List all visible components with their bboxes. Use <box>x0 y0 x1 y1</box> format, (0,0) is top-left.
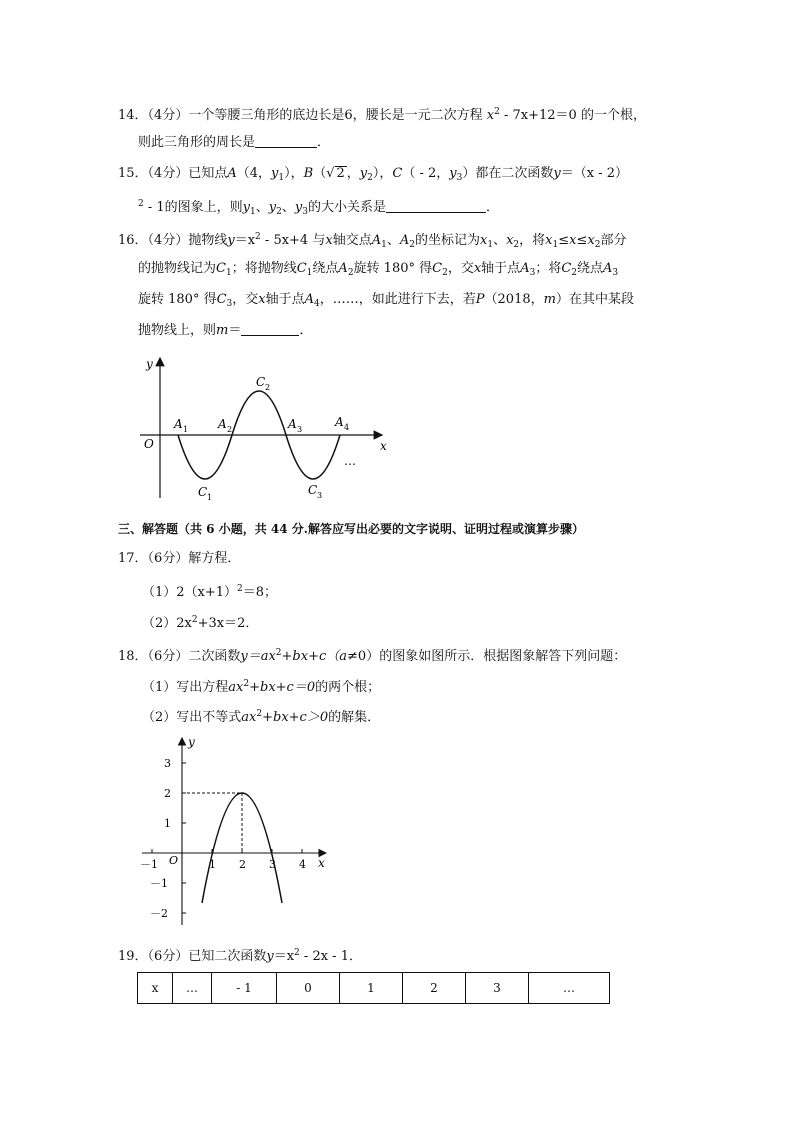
q14-eq-sup: 2 <box>494 107 500 117</box>
q16-l2-b: ；将抛物线 <box>231 261 297 276</box>
q15-ly3-sub: 3 <box>302 207 308 217</box>
q16-l1-x1b-sub: 1 <box>552 240 559 250</box>
sqrt-icon: √ <box>326 166 335 181</box>
q16-fig-A4: A <box>335 415 344 429</box>
q16-l2-C2b-sub: 2 <box>571 268 578 278</box>
q16-l1-x1b: x <box>545 233 553 248</box>
q18-ytick-label: 3 <box>164 757 171 770</box>
q18-p1-sup: 2 <box>243 679 250 689</box>
q16-l3-e: （2018， <box>484 292 544 307</box>
q16-l1-A2: A <box>399 233 410 248</box>
q15-y3-sub: 3 <box>456 173 463 183</box>
q18-p1-c: 的两个根； <box>315 680 381 695</box>
q18-t-c: ≠0）的图象如图所示．根据图象解答下列问题： <box>347 649 627 664</box>
q17-part1 <box>142 581 277 601</box>
q18-part2 <box>142 706 380 726</box>
q17-title <box>118 551 240 567</box>
q15-sqrt-value: 2 <box>336 166 345 181</box>
q16-l3-d: ，……，如此进行下去，若 <box>319 292 476 307</box>
q16-l2-C1: C <box>296 261 307 276</box>
q16-l3-x: x <box>258 292 266 307</box>
q15-sep2: 、 <box>281 200 295 215</box>
table-cell: 0 <box>277 973 340 1004</box>
q15-line2-sup: 2 <box>138 199 144 209</box>
q18-p2-b: +bx+c＞0 <box>262 710 329 725</box>
q18-p1-eq: ax <box>228 680 244 695</box>
q14-line1 <box>118 104 646 124</box>
q16-l2-C2b: C <box>561 261 572 276</box>
q15-point-b: B <box>303 166 314 181</box>
q18-ytick-label: 2 <box>164 787 171 800</box>
q16-l2-C1-sub: 1 <box>306 268 313 278</box>
q16-l3-a: 旋转 180° 得 <box>138 292 217 307</box>
q16-l2-A-sub: 2 <box>347 268 354 278</box>
q17-part2 <box>142 612 258 632</box>
q16-line2 <box>138 261 618 281</box>
q16-line4 <box>138 323 312 339</box>
q16-l3-b: ，交 <box>232 292 259 307</box>
q18-p2-c: 的解集． <box>328 710 381 725</box>
q16-l1-i: ≤ <box>576 233 588 248</box>
q14-text-b: 的一个根， <box>580 108 646 123</box>
q18-origin: O <box>169 854 179 867</box>
q16-fig-A2-sub: 2 <box>227 425 233 434</box>
q16-fig-C2-sub: 2 <box>265 383 271 392</box>
q15-y1-sub: 1 <box>278 173 285 183</box>
q16-l3-A: A <box>304 292 315 307</box>
q18-score: （6分） <box>147 649 189 664</box>
q16-l2-x: x <box>473 261 482 276</box>
q16-number: 16． <box>118 233 148 248</box>
q18-xtick-label: 1 <box>209 858 216 871</box>
q19-score: （6分） <box>147 949 189 964</box>
q16-l2-C: C <box>216 261 226 276</box>
q16-figure <box>130 348 400 508</box>
q18-ytick-label: －2 <box>150 907 168 920</box>
q14-end: ． <box>317 135 331 150</box>
q16-fig-ellipsis: … <box>344 454 356 468</box>
q16-l1-x2-sub: 2 <box>513 240 520 250</box>
q15-point-c: C <box>392 166 403 181</box>
q16-fig-y-label: y <box>146 357 153 371</box>
q16-fig-C1-sub: 1 <box>207 493 213 502</box>
q16-l2-A: A <box>338 261 348 276</box>
q15-point-b-open: （ <box>313 166 327 181</box>
q16-l2-e: ，交 <box>447 261 474 276</box>
q18-xtick-label: 3 <box>269 858 276 871</box>
q16-fig-A3-sub: 3 <box>297 425 303 434</box>
q16-l3-c: 轴于点 <box>265 292 305 307</box>
q16-l3-A-sub: 4 <box>314 299 320 309</box>
table-cell-x-header: x <box>138 973 173 1004</box>
q16-l2-A3b: A <box>603 261 613 276</box>
q18-p1-a: （1）写出方程 <box>142 680 229 695</box>
q16-l4-b: ＝ <box>228 323 242 338</box>
q19-t-a: 已知二次函数 <box>188 949 267 964</box>
q16-l2-A3: A <box>520 261 530 276</box>
q15-comma: ， <box>346 166 360 181</box>
q15-func-eq: ＝（x - 2） <box>560 166 629 181</box>
q16-l1-g: ，将 <box>519 233 546 248</box>
q16-l1-d: 、 <box>386 233 400 248</box>
q15-answer-blank[interactable] <box>386 200 486 213</box>
q19-t-eq: ＝x <box>273 949 295 964</box>
q15-y1: y <box>271 166 279 181</box>
q15-close2: ）， <box>372 166 393 181</box>
q18-t-b: +bx+c（ <box>281 649 340 664</box>
q16-fig-C1: C <box>198 485 208 499</box>
q18-graph <box>130 730 340 930</box>
q17-p2-a: （2）2x <box>142 616 192 631</box>
q16-l1-A2-sub: 2 <box>409 240 415 250</box>
q18-xtick-label: －1 <box>140 858 158 871</box>
q17-title-text: 解方程． <box>188 551 241 566</box>
q14-eq-x: x <box>486 108 495 123</box>
q18-t-y: y <box>240 649 248 664</box>
q16-l3-m: m <box>543 292 556 307</box>
q18-x-label: x <box>318 856 325 870</box>
q16-l1-f: 、 <box>493 233 507 248</box>
q19-number: 19． <box>118 949 148 964</box>
q15-ly2-sub: 2 <box>276 207 282 217</box>
q16-l2-d: 旋转 180° 得 <box>353 261 433 276</box>
table-cell: - 1 <box>212 973 277 1004</box>
q16-line1 <box>118 229 627 253</box>
q15-line2 <box>138 196 499 220</box>
q18-xtick-label: 2 <box>239 858 246 871</box>
q15-line1 <box>118 166 628 186</box>
q16-fig-A1-sub: 1 <box>183 425 189 434</box>
table-cell: 3 <box>466 973 529 1004</box>
q16-l2-c: 绕点 <box>312 261 339 276</box>
q16-l3-f: ）在其中某段 <box>555 292 634 307</box>
q19-t-sup: 2 <box>294 948 300 958</box>
section3-heading: 三、解答题（共 6 小题，共 44 分.解答应写出必要的文字说明、证明过程或演算步骤） <box>118 522 584 536</box>
q17-p1-b: ＝8； <box>242 585 278 600</box>
q18-t-a: 二次函数 <box>188 649 241 664</box>
q15-y2-sub: 2 <box>367 173 373 183</box>
q15-ly1-sub: 1 <box>250 207 256 217</box>
q18-p2-eq: ax <box>241 710 257 725</box>
q18-p1-b: +bx+c＝0 <box>249 680 316 695</box>
q17-p1-sup: 2 <box>237 584 243 594</box>
q16-fig-origin: O <box>144 437 154 451</box>
q15-text: 已知点 <box>188 166 228 181</box>
q16-l2-A3b-sub: 3 <box>612 268 619 278</box>
q15-y2: y <box>359 166 368 181</box>
q15-point-a-coord: （4， <box>236 166 272 181</box>
q16-l1-x1-sub: 1 <box>487 240 494 250</box>
q16-fig-x-label: x <box>380 439 387 453</box>
q15-sep1: 、 <box>255 200 269 215</box>
q16-l1-b: - 5x+4 与 <box>260 233 326 248</box>
q16-fig-A3: A <box>288 417 297 431</box>
q18-number: 18． <box>118 649 148 664</box>
q18-ytick-label: －1 <box>150 877 168 890</box>
q16-l1-j: 部分 <box>600 233 627 248</box>
table-row <box>138 973 610 1004</box>
q16-l3-P: P <box>475 292 485 307</box>
q18-p2-sup: 2 <box>256 709 263 719</box>
q14-text: 一个等腰三角形的底边长是6，腰长是一元二次方程 <box>188 108 483 123</box>
q15-line2-text: - 1的图象上，则 <box>143 200 243 215</box>
q16-fig-C3: C <box>308 483 318 497</box>
table-cell: … <box>173 973 212 1004</box>
q15-point-c-coord: （ - 2， <box>402 166 450 181</box>
q15-ly3: y <box>294 200 303 215</box>
q18-part1 <box>142 676 380 696</box>
q15-close1: ）， <box>284 166 304 181</box>
q18-title <box>118 645 626 665</box>
q16-l1-x2b-sub: 2 <box>594 240 601 250</box>
q16-fig-C3-sub: 3 <box>317 491 323 500</box>
table-cell: … <box>529 973 610 1004</box>
q15-ly2: y <box>268 200 277 215</box>
q16-l1-sup: 2 <box>255 232 261 242</box>
q18-t-a2: a <box>339 649 348 664</box>
q16-l1-x: x <box>325 233 333 248</box>
q14-line2 <box>138 135 330 151</box>
q18-t-eq: ＝ax <box>247 649 276 664</box>
q16-fig-C2: C <box>256 375 266 389</box>
q18-ytick-label: 1 <box>164 817 171 830</box>
q16-line3 <box>138 292 634 312</box>
q16-l2-A3-sub: 3 <box>529 268 536 278</box>
q14-score: （4分） <box>147 108 189 123</box>
q16-l1-A: A <box>371 233 382 248</box>
q16-l1-xx: x <box>569 233 577 248</box>
q18-t-sup: 2 <box>275 648 282 658</box>
q19-t-y: y <box>266 949 274 964</box>
q16-l1-x2b: x <box>587 233 595 248</box>
q16-l1-A-sub: 1 <box>381 240 387 250</box>
q19-title <box>118 945 362 965</box>
q16-l1-y: y <box>227 233 235 248</box>
q16-l2-C2-sub: 2 <box>442 268 448 278</box>
q15-number: 15． <box>118 166 148 181</box>
q17-p1-a: （1）2（x+1） <box>142 585 238 600</box>
q14-answer-blank[interactable] <box>255 135 317 148</box>
q15-ly1: y <box>242 200 251 215</box>
table-cell: 1 <box>340 973 403 1004</box>
q15-point-a: A <box>227 166 237 181</box>
q16-fig-A4-sub: 4 <box>344 423 350 432</box>
q16-l4-m: m <box>216 323 229 338</box>
q16-l2-h: 绕点 <box>577 261 604 276</box>
q17-p2-sup: 2 <box>191 615 198 625</box>
q16-l1-x1: x <box>479 233 488 248</box>
q15-line2-text-b: 的大小关系是 <box>307 200 386 215</box>
q14-line2-text: 则此三角形的周长是 <box>138 135 256 150</box>
q16-answer-blank[interactable] <box>241 323 299 336</box>
q14-number: 14． <box>118 108 148 123</box>
q15-y3: y <box>449 166 457 181</box>
q19-t-b: - 2x - 1． <box>299 949 362 964</box>
q19-value-table <box>137 972 610 1004</box>
q16-l3-C-sub: 3 <box>226 299 233 309</box>
q18-y-label: y <box>188 735 195 749</box>
q16-l1-x2: x <box>506 233 514 248</box>
q16-fig-A2: A <box>218 417 227 431</box>
q16-l1-h: ≤ <box>558 233 570 248</box>
q15-func-y: y <box>553 166 561 181</box>
q18-xtick-label: 4 <box>299 858 306 871</box>
q16-score: （4分） <box>147 233 189 248</box>
q16-l2-a: 的抛物线记为 <box>138 261 217 276</box>
q15-score: （4分） <box>147 166 189 181</box>
q15-end: ． <box>486 200 500 215</box>
q16-l1-eq: ＝x <box>234 233 256 248</box>
q16-l2-f: 轴于点 <box>481 261 521 276</box>
q17-score: （6分） <box>147 551 189 566</box>
q15-close3: ）都在二次函数 <box>462 166 554 181</box>
q18-p2-a: （2）写出不等式 <box>142 710 242 725</box>
q16-l2-g: ；将 <box>535 261 562 276</box>
q17-p2-b: +3x＝2． <box>197 616 259 631</box>
q16-l4-end: ． <box>299 323 313 338</box>
table-cell: 2 <box>403 973 466 1004</box>
q16-l3-C: C <box>216 292 227 307</box>
q16-l2-C2: C <box>432 261 443 276</box>
q17-number: 17． <box>118 551 148 566</box>
q16-l4-a: 抛物线上，则 <box>138 323 217 338</box>
q16-l1-a: 抛物线 <box>188 233 228 248</box>
q16-l1-c: 轴交点 <box>332 233 372 248</box>
q16-fig-A1: A <box>174 417 183 431</box>
q16-l2-C-sub: 1 <box>225 268 232 278</box>
q16-l1-e: 的坐标记为 <box>414 233 480 248</box>
q14-eq-rest: - 7x+12＝0 <box>499 108 577 123</box>
